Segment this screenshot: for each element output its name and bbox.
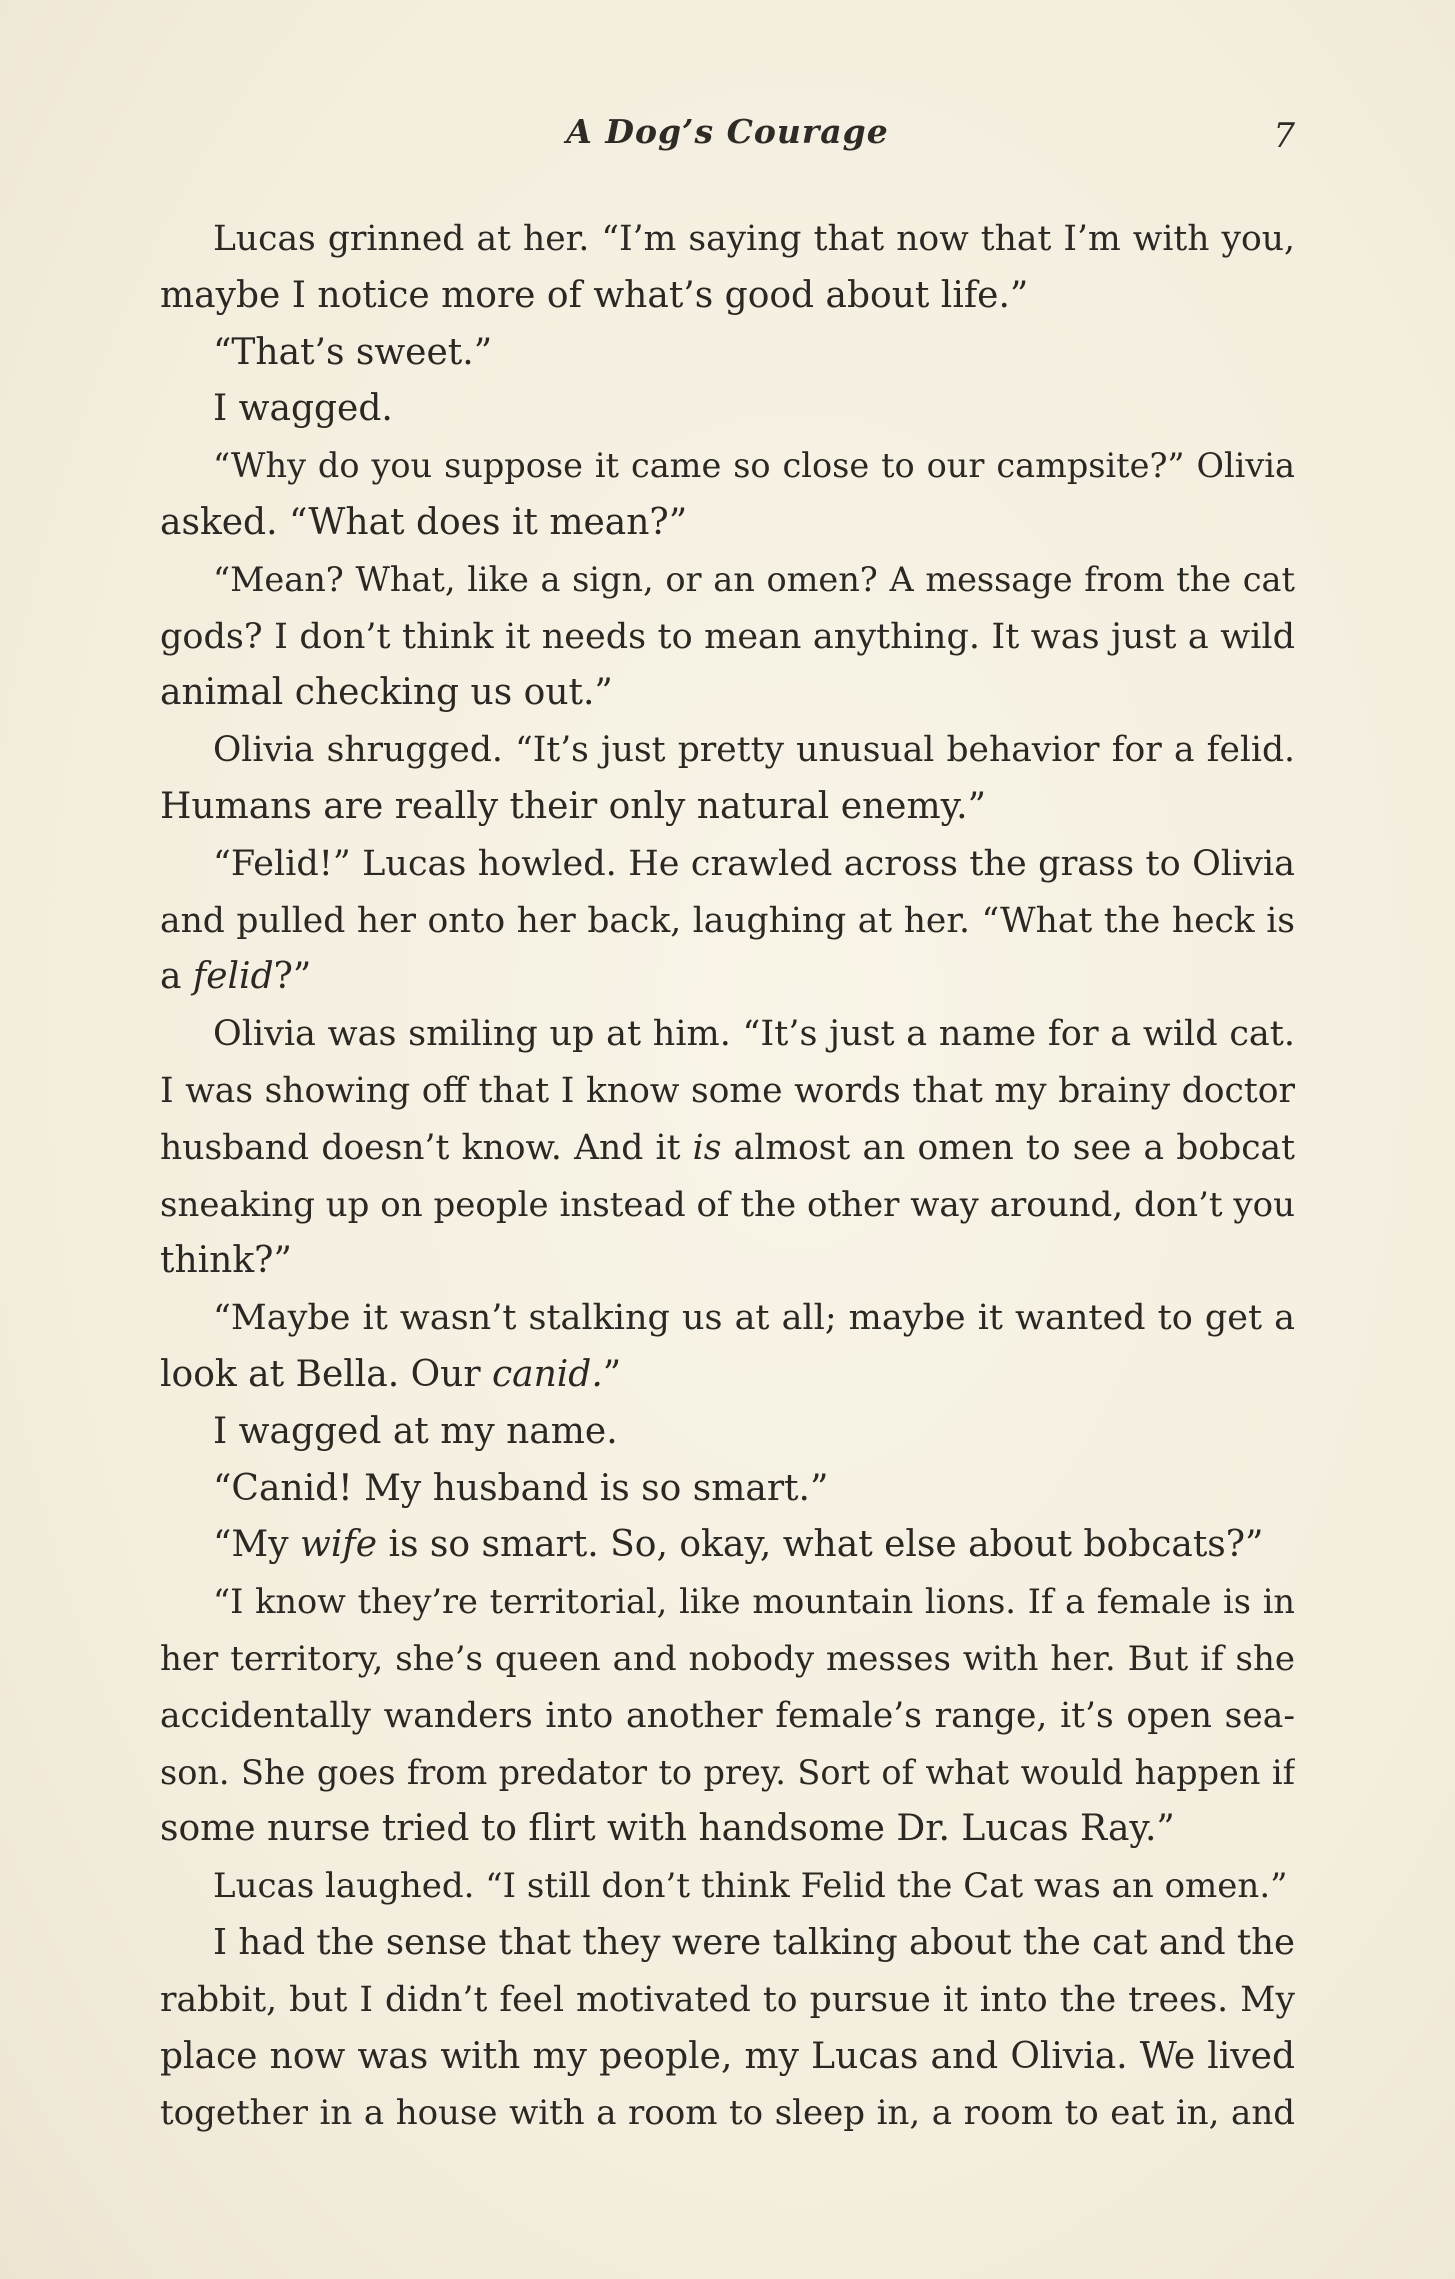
text-line — [160, 722, 1295, 779]
text-line — [160, 665, 1295, 722]
text-line — [160, 2029, 1295, 2086]
text-run: husband doesn’t know. And it — [160, 1127, 693, 1168]
italic-run: wife — [300, 1524, 378, 1566]
text-line — [160, 1404, 1295, 1461]
text-line — [160, 268, 1295, 325]
italic-run: is — [692, 1127, 722, 1168]
text-line — [160, 893, 1295, 950]
text-line — [160, 1517, 1295, 1574]
text-line — [160, 1233, 1295, 1290]
page-number: 7 — [1273, 116, 1295, 156]
running-title: A Dog’s Courage — [566, 112, 889, 151]
text-line — [160, 1745, 1295, 1802]
text-line — [160, 1347, 1295, 1404]
text-line — [160, 211, 1295, 268]
text-run: some nurse tried to flirt with handsome Dr. Lucas Ray.” — [160, 1808, 1175, 1850]
text-line — [160, 381, 1295, 438]
text-run: son. She goes from predator to prey. Sort of what would happen if — [160, 1752, 1295, 1792]
text-line — [160, 779, 1295, 836]
text-run: a — [160, 956, 193, 998]
text-line — [160, 1063, 1295, 1120]
text-line — [160, 1177, 1295, 1234]
text-run: I wagged at my name. — [213, 1410, 618, 1452]
text-line — [160, 1461, 1295, 1518]
text-line — [160, 1801, 1295, 1858]
text-line — [160, 609, 1295, 666]
text-line — [160, 949, 1295, 1006]
text-line — [160, 325, 1295, 382]
text-run: rabbit, but I didn’t feel motivated to pursue it into the trees. My — [160, 1979, 1295, 2020]
text-run: I had the sense that they were talking about the cat and the — [213, 1921, 1295, 1963]
text-line — [160, 836, 1295, 893]
text-line — [160, 552, 1295, 609]
text-run: gods? I don’t think it needs to mean anything. It was just a wild — [160, 616, 1295, 657]
text-run: together in a house with a room to sleep in, a room to eat in, and — [160, 2093, 1295, 2134]
text-run: “I know they’re territorial, like mountain lions. If a female is in — [213, 1582, 1295, 1622]
text-run: think?” — [160, 1240, 292, 1282]
italic-run: canid. — [491, 1353, 603, 1395]
text-line — [160, 1290, 1295, 1347]
text-run: look at Bella. Our — [160, 1353, 492, 1395]
text-line — [160, 1688, 1295, 1745]
text-run: I wagged. — [213, 388, 393, 430]
text-run: “My — [213, 1524, 301, 1566]
text-line — [160, 1120, 1295, 1177]
text-line — [160, 1858, 1295, 1915]
text-run: Humans are really their only natural enemy.” — [160, 785, 987, 827]
text-run: “Maybe it wasn’t stalking us at all; maybe it wanted to get a — [213, 1298, 1295, 1339]
text-run: place now was with my people, my Lucas and Olivia. We lived — [160, 2035, 1295, 2077]
text-line — [160, 1631, 1295, 1688]
text-line — [160, 2085, 1295, 2142]
text-run: animal checking us out.” — [160, 672, 613, 714]
page-header — [160, 112, 1295, 162]
text-run: “Canid! My husband is so smart.” — [213, 1467, 829, 1509]
text-line — [160, 438, 1295, 495]
text-line — [160, 1006, 1295, 1063]
text-run: her territory, she’s queen and nobody messes with her. But if she — [160, 1638, 1295, 1679]
text-run: Olivia was smiling up at him. “It’s just a name for a wild cat. — [213, 1014, 1295, 1055]
body-text — [160, 211, 1295, 2142]
text-run: Olivia shrugged. “It’s just pretty unusual behavior for a felid. — [213, 730, 1295, 771]
text-run: “That’s sweet.” — [213, 331, 493, 373]
text-line — [160, 1972, 1295, 2029]
text-run: asked. “What does it mean?” — [160, 501, 688, 543]
text-line — [160, 1915, 1295, 1972]
text-run: and pulled her onto her back, laughing at her. “What the heck is — [160, 900, 1295, 941]
text-run: “Felid!” Lucas howled. He crawled across the grass to Olivia — [213, 843, 1295, 884]
text-run: sneaking up on people instead of the other way around, don’t you — [160, 1184, 1295, 1225]
italic-run: felid — [192, 956, 274, 998]
text-run: ?” — [273, 956, 312, 998]
text-run: Lucas grinned at her. “I’m saying that now that I’m with you, — [213, 219, 1295, 259]
text-line — [160, 495, 1295, 552]
text-run: maybe I notice more of what’s good about life.” — [160, 274, 1029, 316]
text-line — [160, 1574, 1295, 1631]
text-run: almost an omen to see a bobcat — [721, 1127, 1295, 1168]
text-run: “Why do you suppose it came so close to our campsite?” Olivia — [213, 446, 1295, 486]
text-run: accidentally wanders into another female’s range, it’s open sea- — [160, 1695, 1295, 1736]
text-run: I was showing off that I know some words that my brainy doctor — [160, 1070, 1295, 1111]
text-run: “Mean? What, like a sign, or an omen? A message from the cat — [213, 559, 1295, 599]
text-run: Lucas laughed. “I still don’t think Felid the Cat was an omen.” — [213, 1866, 1288, 1907]
text-run: is so smart. So, okay, what else about bobcats?” — [377, 1524, 1264, 1566]
text-run: ” — [602, 1353, 622, 1395]
